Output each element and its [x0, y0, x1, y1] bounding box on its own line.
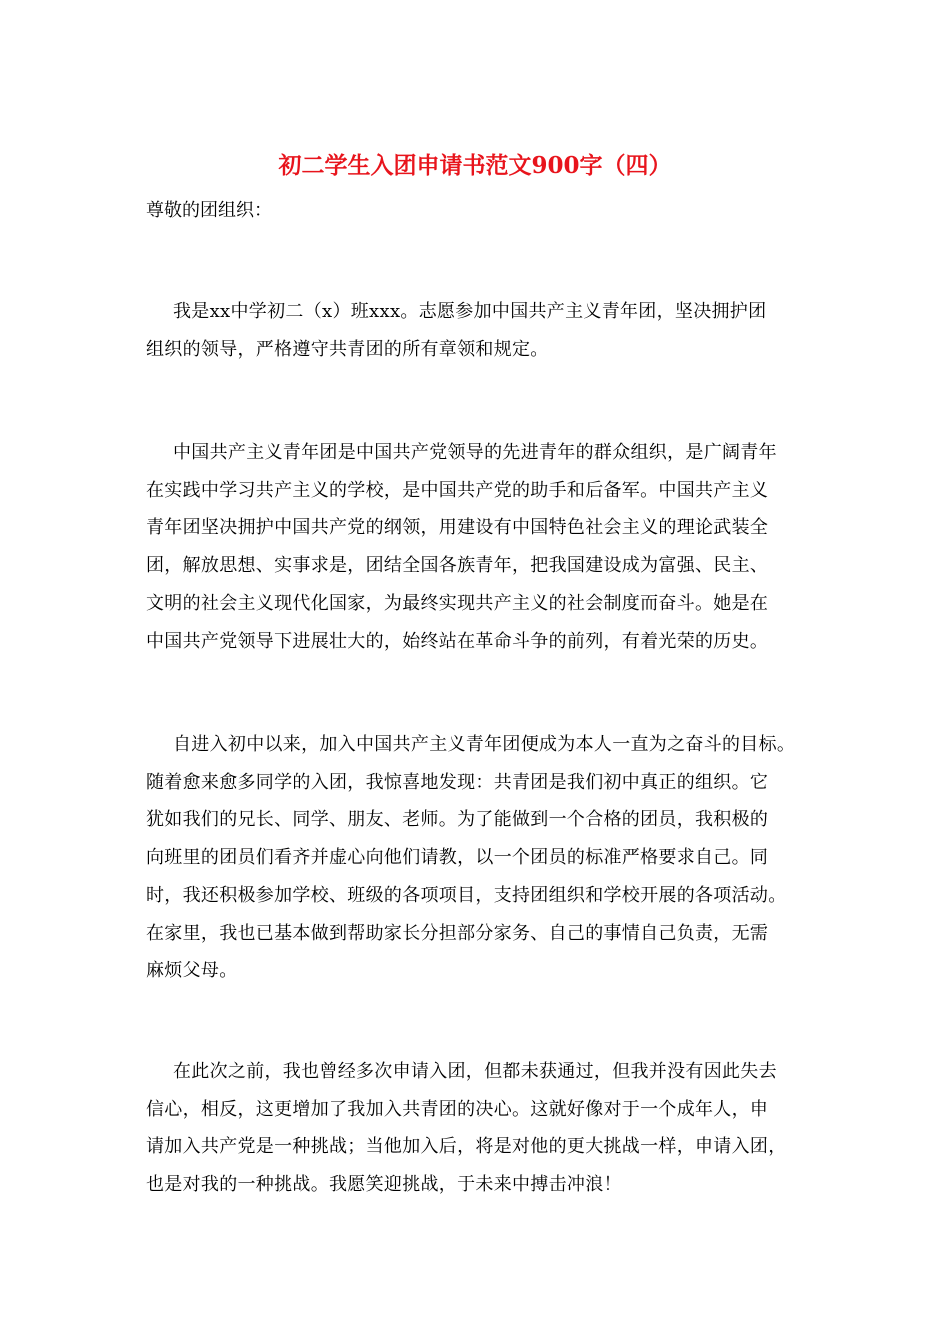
paragraph-2 [146, 434, 814, 660]
paragraph-1 [146, 293, 814, 368]
paragraph-line: 麻烦父母。 [146, 960, 238, 982]
paragraph-line: 在家里，我也已基本做到帮助家长分担部分家务、自己的事情自己负责，无需 [146, 922, 769, 944]
paragraph-3 [146, 726, 814, 990]
paragraph-line: 中国共产党领导下进展壮大的，始终站在革命斗争的前列，有着光荣的历史。 [146, 630, 769, 652]
paragraph-line: 组织的领导，严格遵守共青团的所有章领和规定。 [146, 338, 549, 360]
paragraph-line: 信心，相反，这更增加了我加入共青团的决心。这就好像对于一个成年人，申 [146, 1098, 769, 1120]
paragraph-line: 犹如我们的兄长、同学、朋友、老师。为了能做到一个合格的团员，我积极的 [146, 809, 769, 831]
paragraph-line: 中国共产主义青年团是中国共产党领导的先进青年的群众组织，是广阔青年 [173, 442, 777, 463]
paragraph-line: 在此次之前，我也曾经多次申请入团，但都未获通过，但我并没有因此失去 [173, 1061, 777, 1082]
salutation: 尊敬的团组织： [146, 200, 272, 221]
paragraph-line: 请加入共产党是一种挑战；当他加入后，将是对他的更大挑战一样，申请入团， [146, 1136, 787, 1158]
paragraph-line: 时，我还积极参加学校、班级的各项项目，支持团组织和学校开展的各项活动。 [146, 884, 787, 906]
paragraph-line: 文明的社会主义现代化国家，为最终实现共产主义的社会制度而奋斗。她是在 [146, 592, 769, 614]
paragraph-line: 在实践中学习共产主义的学校，是中国共产党的助手和后备军。中国共产主义 [146, 479, 769, 501]
paragraph-line: 随着愈来愈多同学的入团，我惊喜地发现：共青团是我们初中真正的组织。它 [146, 771, 769, 793]
paragraph-line: 向班里的团员们看齐并虚心向他们请教，以一个团员的标准严格要求自己。同 [146, 847, 769, 869]
paragraph-line: 青年团坚决拥护中国共产党的纲领，用建设有中国特色社会主义的理论武装全 [146, 517, 769, 539]
document-title: 初二学生入团申请书范文900字（四） [278, 152, 672, 179]
paragraph-line: 我是xx中学初二（x）班xxx。志愿参加中国共产主义青年团，坚决拥护团 [173, 301, 767, 322]
paragraph-line: 自进入初中以来，加入中国共产主义青年团便成为本人一直为之奋斗的目标。 [173, 734, 796, 755]
paragraph-line: 也是对我的一种挑战。我愿笑迎挑战，于未来中搏击冲浪！ [146, 1174, 622, 1196]
paragraph-line: 团，解放思想、实事求是，团结全国各族青年，把我国建设成为富强、民主、 [146, 555, 769, 577]
paragraph-4 [146, 1053, 814, 1204]
